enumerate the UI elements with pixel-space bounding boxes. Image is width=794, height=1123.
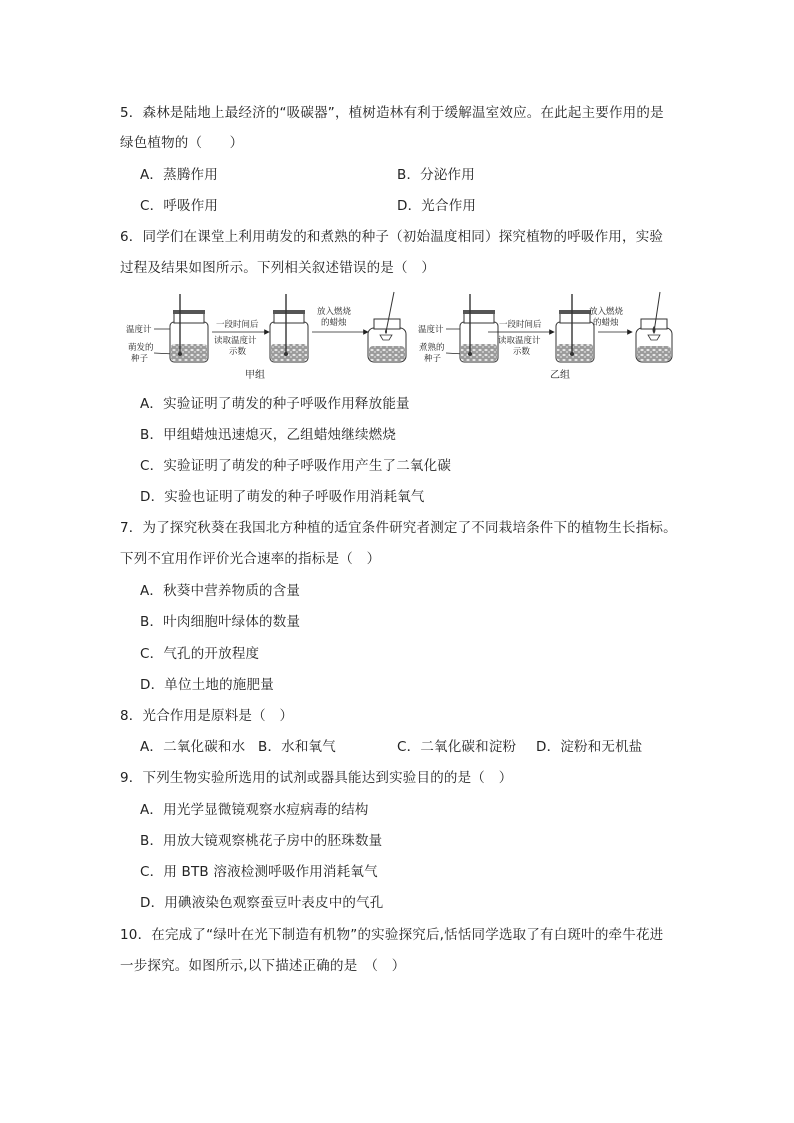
yi-arrow2-top-1: 放入燃烧 xyxy=(589,307,624,317)
jia-thermometer-label: 温度计 xyxy=(126,325,152,335)
jia-arrow1-bottom-2: 示数 xyxy=(229,347,247,357)
q7-option-a: A．秋葵中营养物质的含量 xyxy=(140,583,301,599)
q5-option-d: D．光合作用 xyxy=(397,198,477,214)
q9-option-b: B．用放大镜观察桃花子房中的胚珠数量 xyxy=(140,833,383,849)
q9-option-a: A．用光学显微镜观察水痘病毒的结构 xyxy=(140,802,369,818)
jia-jar-2 xyxy=(270,294,308,362)
yi-seed-label-2: 种子 xyxy=(424,354,442,364)
yi-jar-1 xyxy=(460,294,498,362)
q9-option-c: C．用 BTB 溶液检测呼吸作用消耗氧气 xyxy=(140,864,378,880)
q5-stem-line2: 绿色植物的（ ） xyxy=(120,135,244,151)
q5-option-b: B．分泌作用 xyxy=(397,167,475,183)
jia-seed-label-1: 萌发的 xyxy=(128,343,154,353)
yi-arrow1-bottom-2: 示数 xyxy=(513,347,531,357)
jia-jar-1 xyxy=(170,294,208,362)
yi-caption: 乙组 xyxy=(550,370,570,381)
q7-option-c: C．气孔的开放程度 xyxy=(140,646,260,662)
q6-stem-line2: 过程及结果如图所示。下列相关叙述错误的是（ ） xyxy=(120,260,436,276)
q6-stem-line1: 6．同学们在课堂上利用萌发的和煮熟的种子（初始温度相同）探究植物的呼吸作用，实验 xyxy=(120,229,664,245)
q8-option-a: A．二氧化碳和水 xyxy=(140,739,246,755)
q9-option-d: D．用碘液染色观察蚕豆叶表皮中的气孔 xyxy=(140,895,384,911)
q5-option-c: C．呼吸作用 xyxy=(140,198,219,214)
q7-option-d: D．单位土地的施肥量 xyxy=(140,677,274,693)
yi-jar-2 xyxy=(556,294,594,362)
q8-option-c: C．二氧化碳和淀粉 xyxy=(397,739,517,755)
q6-option-d: D．实验也证明了萌发的种子呼吸作用消耗氧气 xyxy=(140,489,425,505)
q10-stem-line2: 一步探究。如图所示,以下描述正确的是 （ ） xyxy=(120,958,406,974)
jia-arrow1-top: 一段时间后 xyxy=(216,320,259,330)
yi-jar-3-candle xyxy=(636,292,672,362)
group-yi xyxy=(418,292,672,381)
q6-option-a: A．实验证明了萌发的种子呼吸作用释放能量 xyxy=(140,396,410,412)
q10-stem-line1: 10．在完成了“绿叶在光下制造有机物”的实验探究后,恬恬同学选取了有白斑叶的牵牛花进 xyxy=(120,927,664,943)
yi-thermometer-label: 温度计 xyxy=(418,325,444,335)
yi-seed-label-1: 煮熟的 xyxy=(419,343,445,353)
jia-caption: 甲组 xyxy=(245,370,265,381)
q7-stem-line2: 下列不宜用作评价光合速率的指标是（ ） xyxy=(120,551,381,567)
q7-option-b: B．叶肉细胞叶绿体的数量 xyxy=(140,614,301,630)
q8-option-b: B．水和氧气 xyxy=(258,739,336,755)
q5-stem-line1: 5．森林是陆地上最经济的“吸碳器”，植树造林有利于缓解温室效应。在此起主要作用的是 xyxy=(120,105,664,121)
q5-option-a: A．蒸腾作用 xyxy=(140,167,218,183)
q7-stem-line1: 7．为了探究秋葵在我国北方种植的适宜条件研究者测定了不同栽培条件下的植物生长指标。 xyxy=(120,520,677,536)
q6-experiment-diagram xyxy=(118,288,678,384)
jia-seed-label-2: 种子 xyxy=(131,354,149,364)
jia-arrow2-top-2: 的蜡烛 xyxy=(321,318,347,328)
group-jia xyxy=(126,292,406,381)
q9-stem: 9．下列生物实验所选用的试剂或器具能达到实验目的的是（ ） xyxy=(120,770,513,786)
q6-option-c: C．实验证明了萌发的种子呼吸作用产生了二氧化碳 xyxy=(140,458,452,474)
q8-stem: 8．光合作用是原料是（ ） xyxy=(120,708,294,724)
q6-option-b: B．甲组蜡烛迅速熄灭，乙组蜡烛继续燃烧 xyxy=(140,427,397,443)
yi-arrow1-bottom-1: 读取温度计 xyxy=(498,336,541,346)
yi-arrow1-top: 一段时间后 xyxy=(499,320,542,330)
jia-arrow1-bottom-1: 读取温度计 xyxy=(214,336,257,346)
jia-jar-3-candle xyxy=(368,292,406,362)
yi-arrow2-top-2: 的蜡烛 xyxy=(593,318,619,328)
q8-option-d: D．淀粉和无机盐 xyxy=(536,739,643,755)
jia-arrow2-top-1: 放入燃烧 xyxy=(317,307,352,317)
